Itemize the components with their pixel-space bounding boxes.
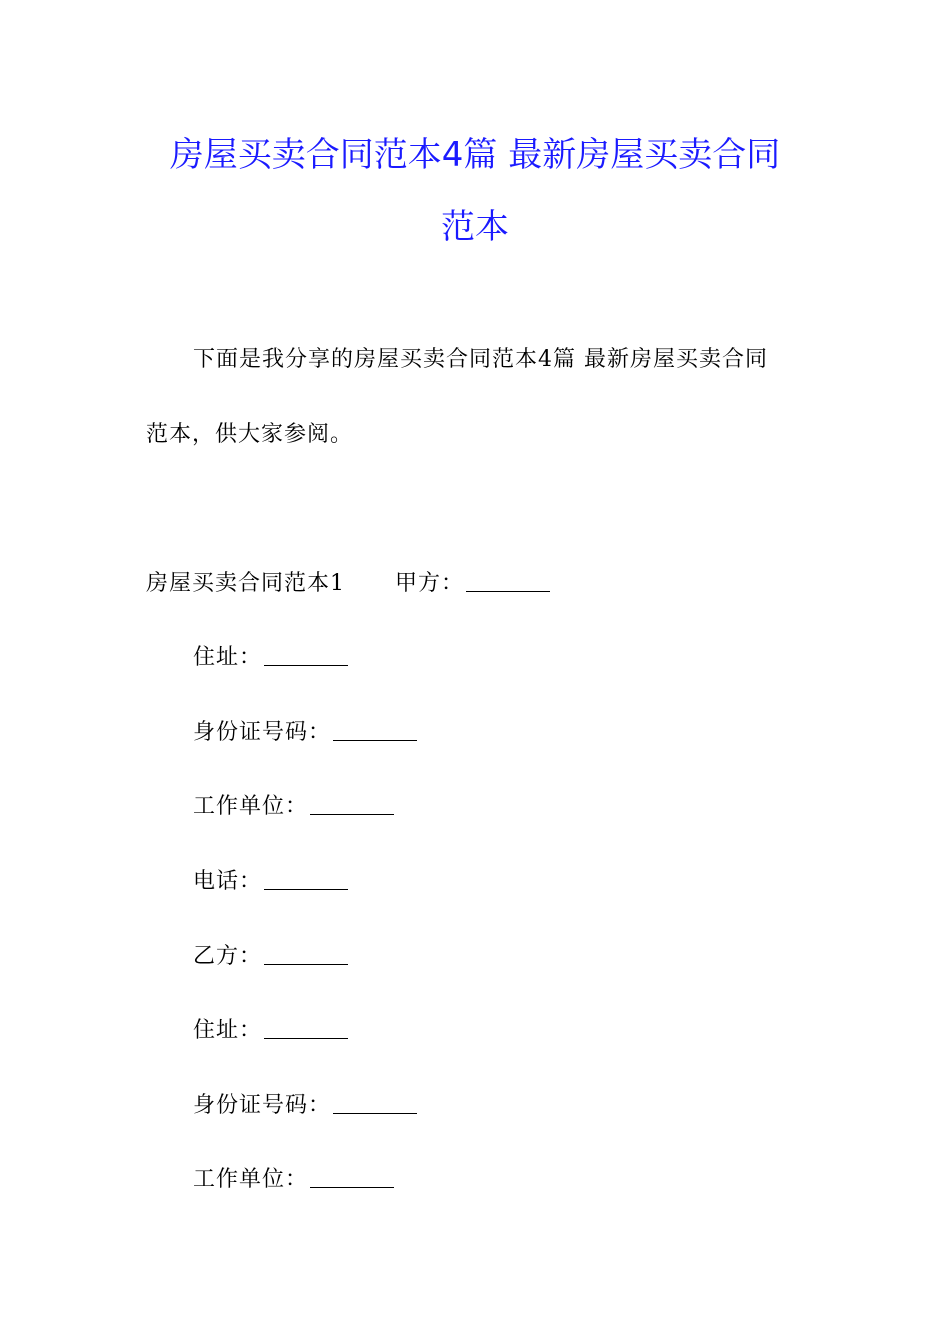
intro-paragraph-line-2: 范本，供大家参阅。 xyxy=(146,422,354,447)
fill-in-blank-line xyxy=(264,944,348,965)
field-row xyxy=(193,1166,394,1194)
field-row xyxy=(193,1092,417,1120)
phone-label: 电话： xyxy=(193,869,263,894)
contract-header-row xyxy=(146,570,550,598)
employer-label: 工作单位： xyxy=(193,794,309,819)
field-row xyxy=(193,868,348,896)
field-row xyxy=(193,943,348,971)
party-b-label: 乙方： xyxy=(193,944,263,969)
party-a-blank-line xyxy=(466,571,550,592)
field-row xyxy=(193,793,394,821)
document-title-line-2: 范本 xyxy=(441,207,509,247)
fill-in-blank-line xyxy=(264,1018,348,1039)
employer-label: 工作单位： xyxy=(193,1167,309,1192)
fill-in-blank-line xyxy=(333,720,417,741)
section-heading: 房屋买卖合同范本1 xyxy=(146,571,345,596)
fill-in-blank-line xyxy=(264,645,348,666)
document-title-line-1: 房屋买卖合同范本4篇 最新房屋买卖合同 xyxy=(169,135,781,175)
field-row xyxy=(193,719,417,747)
id-number-label: 身份证号码： xyxy=(193,1093,332,1118)
address-label: 住址： xyxy=(193,645,263,670)
fill-in-blank-line xyxy=(264,869,348,890)
field-row xyxy=(193,644,348,672)
fill-in-blank-line xyxy=(310,794,394,815)
party-a-label: 甲方： xyxy=(395,571,465,596)
intro-paragraph-line-1: 下面是我分享的房屋买卖合同范本4篇 最新房屋买卖合同 xyxy=(193,347,768,372)
fill-in-blank-line xyxy=(333,1093,417,1114)
id-number-label: 身份证号码： xyxy=(193,720,332,745)
field-row xyxy=(193,1017,348,1045)
fill-in-blank-line xyxy=(310,1167,394,1188)
address-label: 住址： xyxy=(193,1018,263,1043)
